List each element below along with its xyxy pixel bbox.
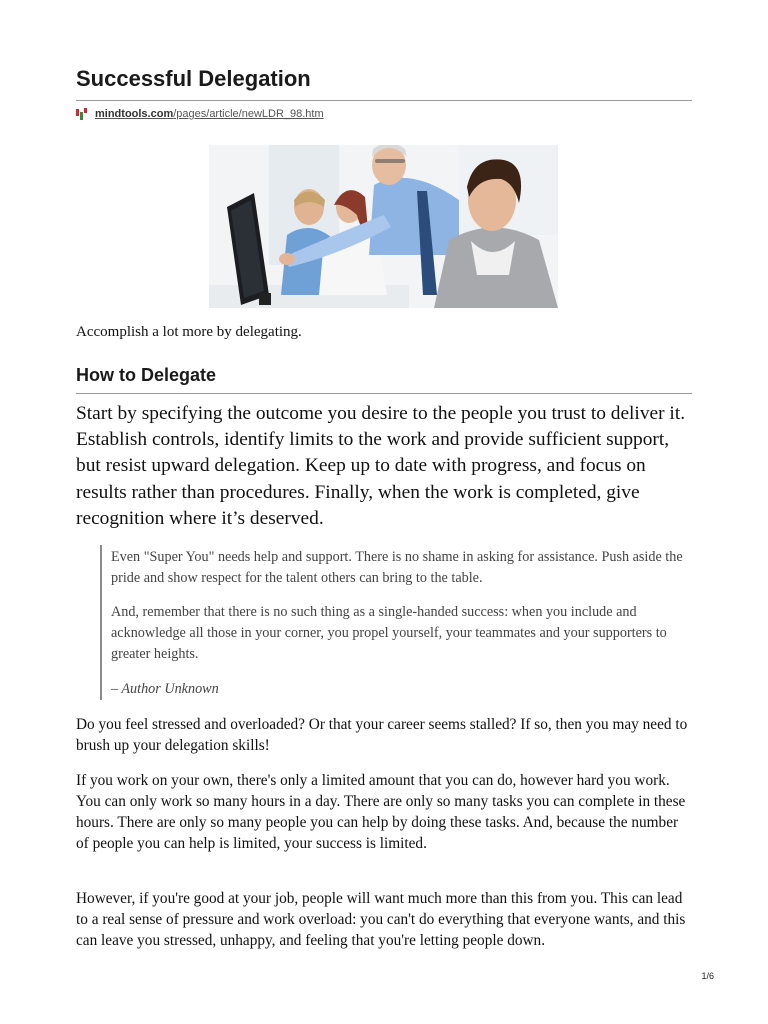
title-divider: [76, 100, 692, 101]
page-title: Successful Delegation: [76, 66, 311, 91]
source-url-link[interactable]: mindtools.com/pages/article/newLDR_98.htm: [95, 108, 324, 120]
mindtools-favicon-icon: [76, 108, 88, 120]
quote-paragraph: Even "Super You" needs help and support. There is no shame in asking for assistance. Push aside the pride and show respect for the talent others can bring to the table.: [111, 549, 683, 586]
body-paragraph: However, if you're good at your job, people will want much more than this from you. This can lead to a real sense of pressure and work overload: you can't do everything that everyone wants, and this can leave you stressed, unhappy, and feeling that you're letting people down.: [76, 890, 686, 949]
section-heading: How to Delegate: [76, 365, 217, 385]
blockquote: [100, 545, 701, 700]
body-paragraph: Do you feel stressed and overloaded? Or that your career seems stalled? If so, then you may need to brush up your delegation skills!: [76, 716, 688, 754]
lead-paragraph: Start by specifying the outcome you desire to the people you trust to deliver it. Establish controls, identify limits to the work and provide sufficient support, but resist upward delegation. Keep up to date with progress, and focus on results rather than procedures. Finally, when the work is completed, give recognition where it’s deserved.: [76, 403, 686, 529]
quote-paragraph: And, remember that there is no such thing as a single-handed success: when you include and acknowledge all those in your corner, you propel yourself, your teammates and your supporters to greater heights.: [111, 604, 667, 662]
section-divider: [76, 393, 692, 394]
article-photo: [209, 145, 558, 308]
quote-attribution: – Author Unknown: [111, 681, 219, 697]
photo-caption: Accomplish a lot more by delegating.: [76, 324, 302, 340]
body-paragraph: If you work on your own, there's only a limited amount that you can do, however hard you work. You can only work so many hours in a day. There are only so many tasks you can complete in these hours. There are only so many people you can help by doing these tasks. And, because the number of people you can help is limited, your success is limited.: [76, 772, 686, 852]
source-link-row: [76, 107, 324, 121]
page-number: 1/6: [701, 971, 714, 981]
